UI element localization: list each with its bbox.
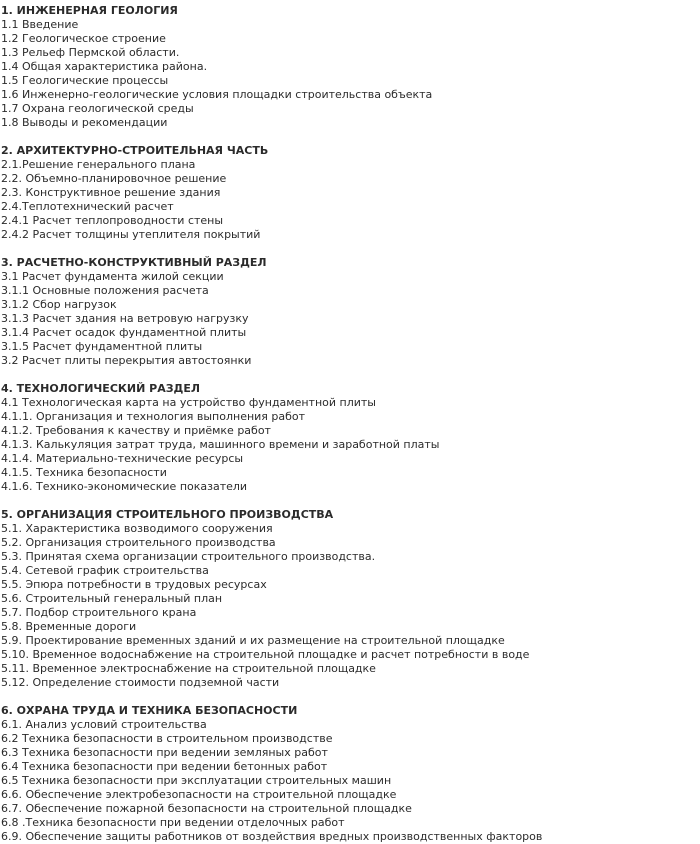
toc-item: 3.1.1 Основные положения расчета — [1, 284, 209, 297]
toc-section — [1, 256, 700, 368]
toc-item: 2.4.Теплотехнический расчет — [1, 200, 174, 213]
section-title: 4. ТЕХНОЛОГИЧЕСКИЙ РАЗДЕЛ — [1, 382, 200, 395]
toc-item: 1.5 Геологические процессы — [1, 74, 169, 87]
toc-item: 5.3. Принятая схема организации строительного производства. — [1, 550, 376, 563]
toc-item: 5.9. Проектирование временных зданий и их размещение на строительной площадке — [1, 634, 505, 647]
toc-item: 5.7. Подбор строительного крана — [1, 606, 197, 619]
toc-item: 5.1. Характеристика возводимого сооружения — [1, 522, 273, 535]
toc-item: 2.1.Решение генерального плана — [1, 158, 196, 171]
toc-item: 4.1.4. Материально-технические ресурсы — [1, 452, 244, 465]
toc-item: 5.12. Определение стоимости подземной части — [1, 676, 280, 689]
section-title: 6. ОХРАНА ТРУДА И ТЕХНИКА БЕЗОПАСНОСТИ — [1, 704, 298, 717]
toc-item: 2.4.2 Расчет толщины утеплителя покрытий — [1, 228, 261, 241]
toc-item: 1.7 Охрана геологической среды — [1, 102, 194, 115]
toc-item: 1.1 Введение — [1, 18, 79, 31]
toc-item: 3.1 Расчет фундамента жилой секции — [1, 270, 224, 283]
section-title: 1. ИНЖЕНЕРНАЯ ГЕОЛОГИЯ — [1, 4, 178, 17]
section-title: 3. РАСЧЕТНО-КОНСТРУКТИВНЫЙ РАЗДЕЛ — [1, 256, 267, 269]
toc-section — [1, 704, 700, 844]
toc-item: 5.6. Строительный генеральный план — [1, 592, 223, 605]
toc-item: 1.6 Инженерно-геологические условия площадки строительства объекта — [1, 88, 433, 101]
toc-item: 6.3 Техника безопасности при ведении земляных работ — [1, 746, 328, 759]
toc-item: 6.4 Техника безопасности при ведении бетонных работ — [1, 760, 328, 773]
toc-item: 6.2 Техника безопасности в строительном производстве — [1, 732, 333, 745]
toc-item: 4.1.5. Техника безопасности — [1, 466, 167, 479]
toc-section — [1, 4, 700, 130]
toc-item: 4.1.2. Требования к качеству и приёмке работ — [1, 424, 271, 437]
toc-item: 1.2 Геологическое строение — [1, 32, 166, 45]
toc-item: 3.1.2 Сбор нагрузок — [1, 298, 117, 311]
toc-section — [1, 144, 700, 242]
toc-item: 3.1.4 Расчет осадок фундаментной плиты — [1, 326, 247, 339]
toc-item: 6.8 .Техника безопасности при ведении отделочных работ — [1, 816, 345, 829]
toc-item: 5.8. Временные дороги — [1, 620, 137, 633]
toc-item: 6.7. Обеспечение пожарной безопасности на строительной площадке — [1, 802, 412, 815]
toc-item: 5.4. Сетевой график строительства — [1, 564, 209, 577]
toc-item: 3.1.3 Расчет здания на ветровую нагрузку — [1, 312, 249, 325]
section-title: 5. ОРГАНИЗАЦИЯ СТРОИТЕЛЬНОГО ПРОИЗВОДСТВА — [1, 508, 334, 521]
toc-item: 2.2. Объемно-планировочное решение — [1, 172, 227, 185]
toc-item: 2.4.1 Расчет теплопроводности стены — [1, 214, 224, 227]
toc-item: 6.9. Обеспечение защиты работников от воздействия вредных производственных факторов — [1, 830, 543, 843]
toc-item: 3.2 Расчет плиты перекрытия автостоянки — [1, 354, 252, 367]
section-title: 2. АРХИТЕКТУРНО-СТРОИТЕЛЬНАЯ ЧАСТЬ — [1, 144, 269, 157]
toc-item: 1.3 Рельеф Пермской области. — [1, 46, 180, 59]
toc-item: 4.1.1. Организация и технология выполнения работ — [1, 410, 306, 423]
toc-item: 4.1.6. Технико-экономические показатели — [1, 480, 248, 493]
toc-item: 1.4 Общая характеристика района. — [1, 60, 208, 73]
toc-item: 1.8 Выводы и рекомендации — [1, 116, 168, 129]
toc-item: 6.6. Обеспечение электробезопасности на строительной площадке — [1, 788, 397, 801]
toc-item: 6.1. Анализ условий строительства — [1, 718, 207, 731]
toc-item: 2.3. Конструктивное решение здания — [1, 186, 221, 199]
toc-item: 3.1.5 Расчет фундаментной плиты — [1, 340, 203, 353]
toc-item: 5.11. Временное электроснабжение на строительной площадке — [1, 662, 376, 675]
toc-item: 5.5. Эпюра потребности в трудовых ресурсах — [1, 578, 267, 591]
toc-item: 4.1.3. Калькуляция затрат труда, машинного времени и заработной платы — [1, 438, 440, 451]
toc-item: 6.5 Техника безопасности при эксплуатации строительных машин — [1, 774, 392, 787]
toc-item: 5.10. Временное водоснабжение на строительной площадке и расчет потребности в воде — [1, 648, 530, 661]
toc-item: 4.1 Технологическая карта на устройство фундаментной плиты — [1, 396, 376, 409]
toc-section — [1, 382, 700, 494]
toc-item: 5.2. Организация строительного производства — [1, 536, 276, 549]
toc-section — [1, 508, 700, 690]
